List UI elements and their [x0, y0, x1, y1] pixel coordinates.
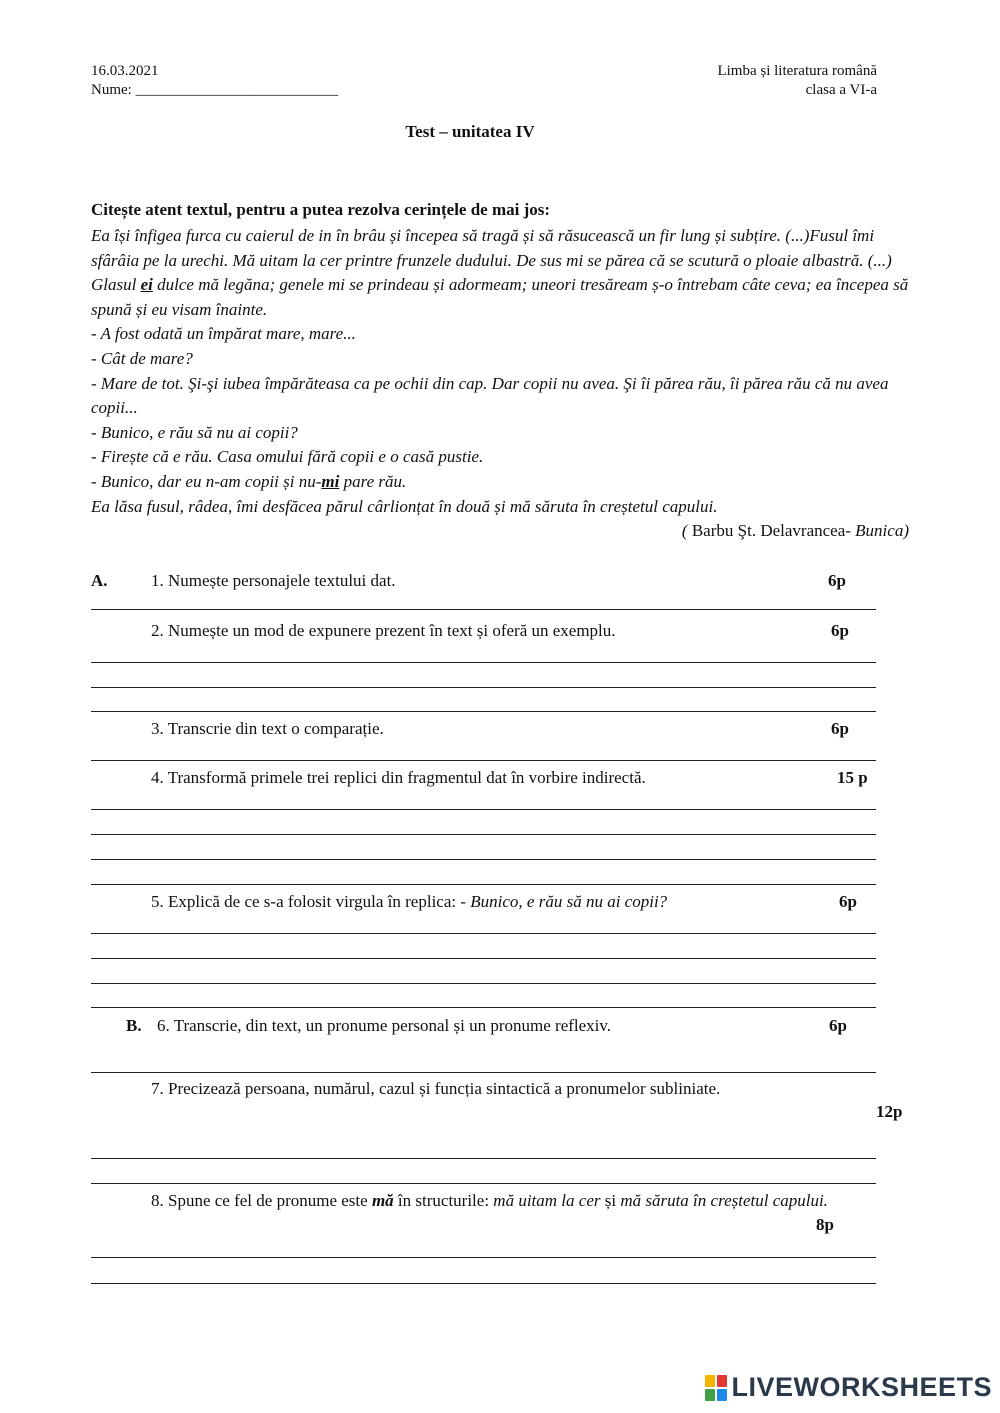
question-8-word: mă	[371, 1191, 394, 1210]
dialogue-line: - A fost odată un împărat mare, mare...	[91, 324, 356, 344]
answer-line[interactable]	[91, 760, 876, 761]
dialogue-line: - Bunico, dar eu n-am copii și nu-mi pare rău.	[91, 471, 407, 491]
passage-paragraph: Ea își înfigea furca cu caierul de in în brâu și începea să tragă și să răsucească un fir lung și subțire. (...)Fusul îmi sfârâia pe la urechi. Mă uitam la cer printre frunzele dudului. De sus mi se părea că se scutură o ploaie albastră. (...)	[91, 226, 892, 270]
answer-line[interactable]	[91, 834, 876, 835]
passage-paragraph: Ea lăsa fusul, râdea, îmi desfăcea părul cârlionțat în două și mă săruta în creștetul capului.	[91, 496, 718, 516]
answer-line[interactable]	[91, 958, 876, 959]
name-field[interactable]: Nume: ___________________________	[91, 82, 339, 98]
answer-line[interactable]	[91, 711, 876, 712]
dialogue-line: - Bunico, e rău să nu ai copii?	[91, 422, 298, 442]
answer-line[interactable]	[91, 809, 876, 810]
answer-line[interactable]	[91, 859, 876, 860]
question-1-points: 6p	[828, 571, 846, 590]
underlined-pronoun-ei: ei	[140, 275, 153, 295]
test-date: 16.03.2021	[91, 63, 159, 79]
answer-line[interactable]	[91, 1158, 876, 1159]
section-a-label: A.	[91, 571, 108, 590]
subject-label: Limba și literatura română	[717, 63, 877, 79]
answer-line[interactable]	[91, 1183, 876, 1184]
answer-line[interactable]	[91, 983, 876, 984]
answer-line[interactable]	[91, 884, 876, 885]
section-b-label: B.	[126, 1016, 142, 1035]
dialogue-line: - Firește că e rău. Casa omului fără copii e o casă pustie.	[91, 447, 484, 467]
question-1: 1. Numește personajele textului dat.	[151, 571, 396, 590]
grade-label: clasa a VI-a	[805, 82, 877, 98]
question-5-points: 6p	[839, 892, 857, 911]
reading-passage	[91, 224, 909, 544]
liveworksheets-wordmark: LIVEWORKSHEETS	[731, 1372, 992, 1402]
passage-paragraph: Glasul ei dulce mă legăna; genele mi se prindeau și adormeam; uneori tresăream ș-o întrebam câte ceva; ea începea să spună și eu visam înainte.	[91, 275, 909, 319]
question-4: 4. Transformă primele trei replici din fragmentul dat în vorbire indirectă.	[151, 768, 646, 787]
question-7: 7. Precizează persoana, numărul, cazul și funcția sintactică a pronumelor subliniate.	[151, 1079, 721, 1098]
question-2-points: 6p	[831, 621, 849, 640]
dialogue-line: - Cât de mare?	[91, 348, 193, 368]
question-4-points: 15 p	[837, 768, 868, 787]
question-5-quote: Bunico, e rău să nu ai copii?	[470, 892, 668, 911]
answer-line[interactable]	[91, 687, 876, 688]
question-3: 3. Transcrie din text o comparație.	[151, 719, 384, 738]
answer-line[interactable]	[91, 933, 876, 934]
page-title: Test – unitatea IV	[405, 122, 535, 141]
question-8-points: 8p	[816, 1215, 834, 1234]
liveworksheets-logo	[705, 1372, 992, 1403]
question-5: 5. Explică de ce s-a folosit virgula în replica: - Bunico, e rău să nu ai copii?	[151, 892, 668, 911]
answer-line[interactable]	[91, 1072, 876, 1073]
answer-line[interactable]	[91, 1257, 876, 1258]
answer-line[interactable]	[91, 1283, 876, 1284]
answer-line[interactable]	[91, 1007, 876, 1008]
underlined-pronoun-mi: mi	[321, 471, 340, 491]
answer-line[interactable]	[91, 609, 876, 610]
question-6-points: 6p	[829, 1016, 847, 1035]
question-2: 2. Numește un mod de expunere prezent în text și oferă un exemplu.	[151, 621, 616, 640]
dialogue-line: - Mare de tot. Şi-şi iubea împărăteasa ca pe ochii din cap. Dar copii nu avea. Şi îi părea rău, îi părea rău că nu avea copii...	[91, 373, 889, 418]
answer-line[interactable]	[91, 662, 876, 663]
instructions: Citește atent textul, pentru a putea rezolva cerințele de mai jos:	[91, 200, 551, 219]
question-6: 6. Transcrie, din text, un pronume personal și un pronume reflexiv.	[157, 1016, 612, 1035]
liveworksheets-blocks-icon	[705, 1375, 727, 1401]
question-3-points: 6p	[831, 719, 849, 738]
question-8: 8. Spune ce fel de pronume este mă în structurile: mă uitam la cer și mă săruta în creștetul capului.	[151, 1191, 828, 1210]
passage-source: ( Barbu Şt. Delavrancea- Bunica)	[681, 521, 909, 541]
question-7-points: 12p	[876, 1102, 903, 1121]
